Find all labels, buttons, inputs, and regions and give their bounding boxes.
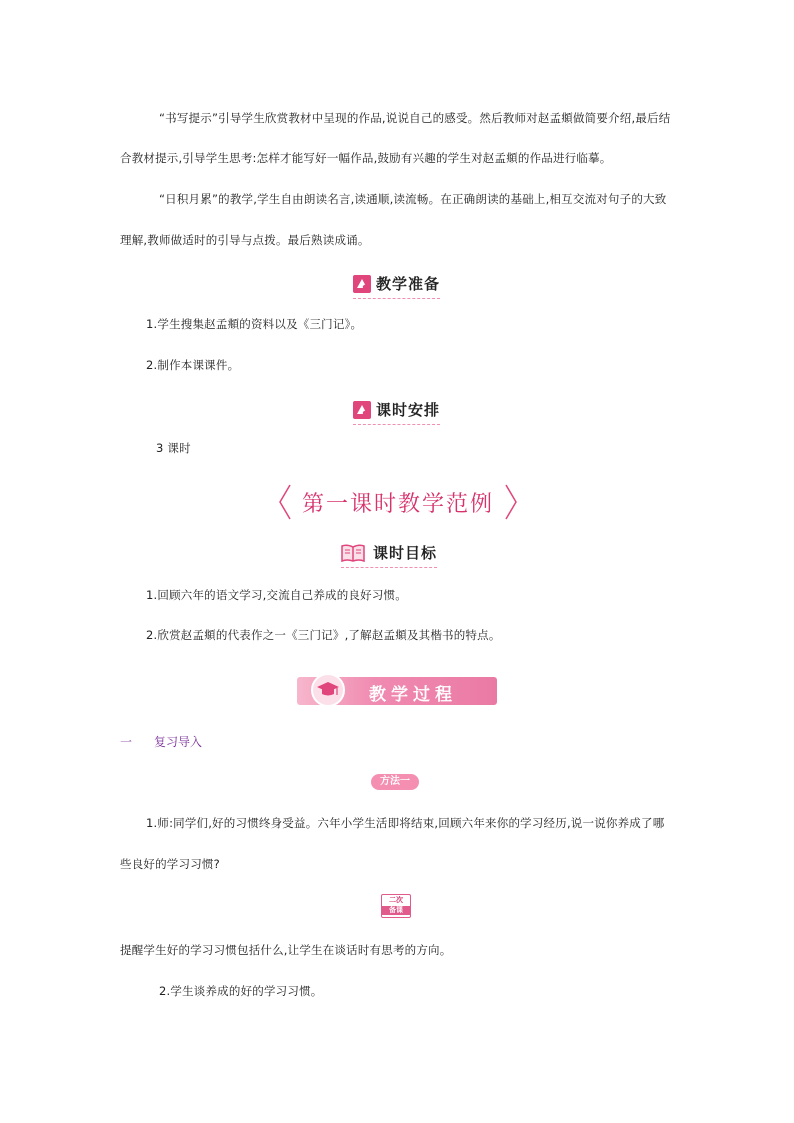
section-heading [120, 733, 202, 750]
bookmark-icon [353, 401, 371, 419]
process-banner [297, 677, 497, 705]
section-number: 一 [120, 735, 133, 749]
goal-item: 2.欣赏赵孟頫的代表作之一《三门记》,了解赵孟頫及其楷书的特点。 [146, 628, 501, 642]
lesson-title [278, 483, 518, 521]
goals-heading-text: 课时目标 [373, 544, 438, 562]
graduation-cap-icon [311, 673, 345, 707]
schedule-heading-text: 课时安排 [376, 401, 441, 419]
bookmark-icon [353, 275, 371, 293]
process-banner-text: 教学过程 [369, 685, 457, 705]
paragraph-line: 理解,教师做适时的引导与点拨。最后熟读成诵。 [120, 233, 370, 247]
book-icon [341, 544, 365, 562]
paragraph-line: “日积月累”的教学,学生自由朗读名言,读通顺,读流畅。在正确朗读的基础上,相互交流对句子的大致 [159, 192, 667, 206]
second-prep-note-icon [381, 894, 411, 918]
lesson-title-text: 第一课时教学范例 [301, 491, 494, 517]
goal-item: 1.回顾六年的语文学习,交流自己养成的良好习惯。 [146, 588, 407, 602]
prep-item: 2.制作本课课件。 [146, 358, 240, 372]
paragraph-line: 合教材提示,引导学生思考:怎样才能写好一幅作品,鼓励有兴趣的学生对赵孟頫的作品进行临摹。 [120, 151, 612, 165]
paragraph-line: “书写提示”引导学生欣赏教材中呈现的作品,说说自己的感受。然后教师对赵孟頫做简要介绍,最后结 [159, 111, 671, 125]
note-icon-line2: 备课 [382, 906, 410, 915]
step-line: 2.学生谈养成的好的学习习惯。 [159, 984, 323, 998]
schedule-text: 3 课时 [156, 441, 191, 455]
prep-heading-text: 教学准备 [376, 275, 441, 293]
step-line: 1.师:同学们,好的习惯终身受益。六年小学生活即将结束,回顾六年来你的学习经历,说一说你养成了哪 [146, 816, 665, 830]
note-icon-line1: 二次 [389, 896, 403, 904]
note-text: 提醒学生好的学习习惯包括什么,让学生在谈话时有思考的方向。 [120, 943, 452, 957]
prep-item: 1.学生搜集赵孟頫的资料以及《三门记》。 [146, 317, 363, 331]
prep-heading [353, 273, 440, 294]
section-title: 复习导入 [154, 735, 203, 749]
step-line: 些良好的学习习惯? [120, 857, 220, 871]
method-tag: 方法一 [371, 774, 419, 790]
goals-heading [341, 542, 437, 563]
schedule-heading [353, 399, 440, 420]
